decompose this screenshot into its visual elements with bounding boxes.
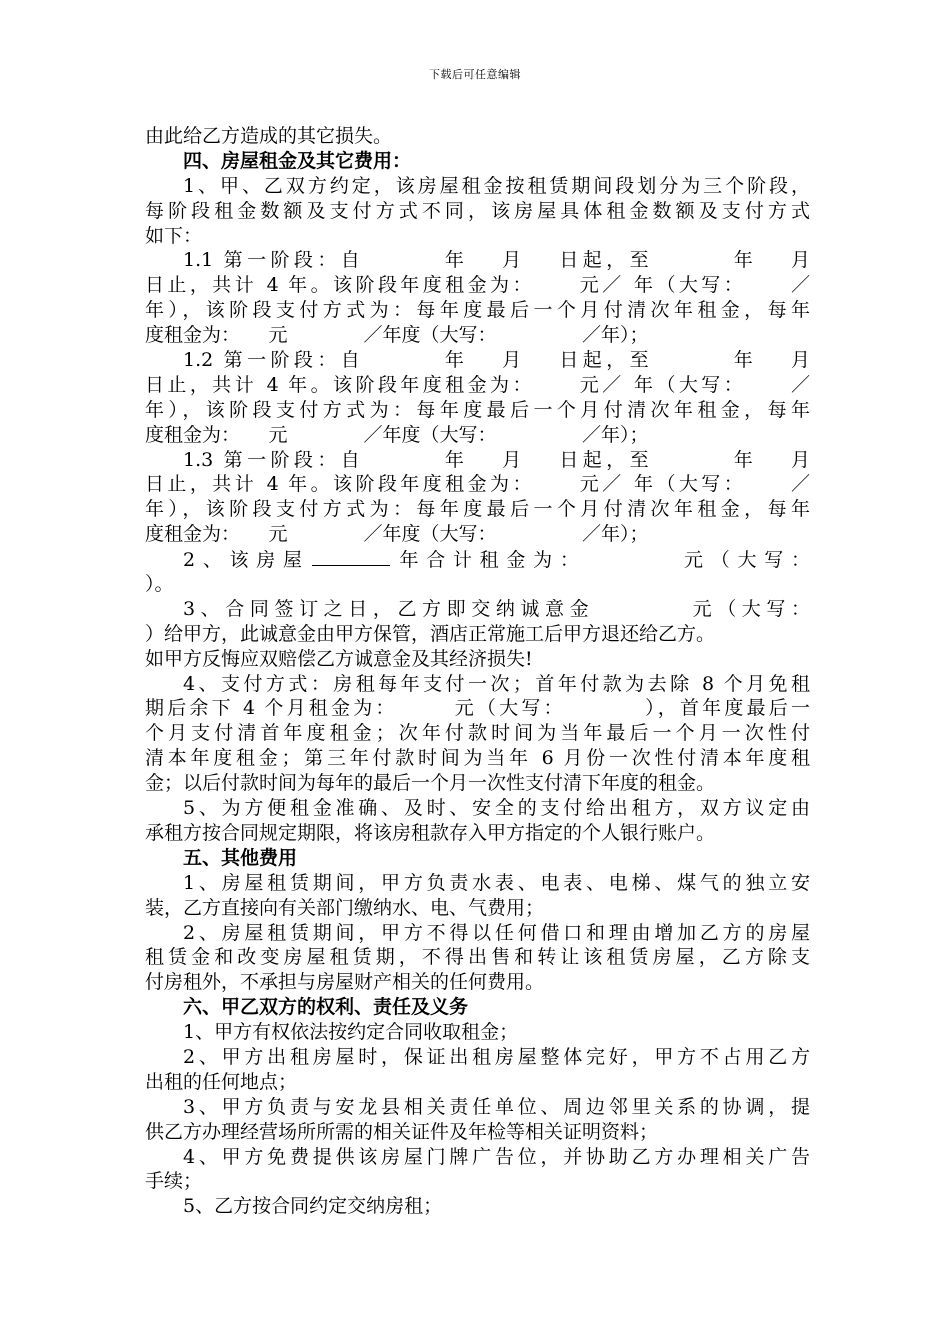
paragraph-line: 5、为方便租金准确、及时、安全的支付给出租方，双方议定由	[183, 797, 810, 820]
paragraph-line: 装，乙方直接向有关部门缴纳水、电、气费用；	[145, 896, 545, 919]
paragraph-line: 1.1 第一阶段：自 年 月 日起，至 年 月	[183, 249, 810, 272]
rent-total-line	[145, 547, 810, 572]
paragraph-line: 如下：	[145, 224, 203, 247]
paragraph-line: 1、甲、乙双方约定，该房屋租金按租赁期间段划分为三个阶段，	[183, 174, 810, 197]
rent-total-label: 年合计租金为：	[391, 549, 578, 572]
paragraph-line: 3、合同签订之日，乙方即交纳诚意金 元（大写：	[183, 597, 810, 620]
paragraph-line: 租赁金和改变房屋租赁期，不得出售和转让该租赁房屋，乙方除支	[145, 946, 810, 969]
section-heading: 五、其他费用	[183, 846, 298, 869]
paragraph-line: 2、甲方出租房屋时，保证出租房屋整体完好，甲方不占用乙方	[183, 1045, 810, 1068]
paragraph-line: 1.3 第一阶段：自 年 月 日起，至 年 月	[183, 448, 810, 471]
paragraph-line: 1、房屋租赁期间，甲方负责水表、电表、电梯、煤气的独立安	[183, 871, 810, 894]
paragraph-line: 2、房屋租赁期间，甲方不得以任何借口和理由增加乙方的房屋	[183, 921, 810, 944]
paragraph-line: 如甲方反悔应双赔偿乙方诚意金及其经济损失!	[145, 647, 533, 670]
paragraph-line: 度租金为： 元 ／年度（大写： ／年）；	[145, 324, 649, 347]
paragraph-line: 清本年度租金；第三年付款时间为当年 6 月份一次性付清本年度租	[145, 747, 810, 770]
paragraph-line: 度租金为： 元 ／年度（大写： ／年）；	[145, 523, 649, 546]
page-header-note: 下载后可任意编辑	[429, 68, 521, 81]
paragraph-line: 年），该阶段支付方式为：每年度最后一个月付清次年租金，每年	[145, 299, 810, 322]
paragraph-line: 4、支付方式：房租每年支付一次；首年付款为去除 8 个月免租	[183, 672, 810, 695]
rent-amount-label: 元（大写：	[684, 549, 810, 572]
document-body	[145, 124, 810, 1219]
paragraph-line: 出租的任何地点；	[145, 1070, 298, 1093]
rent-amount-blank	[577, 549, 684, 571]
paragraph-line: 日止，共计 4 年。该阶段年度租金为： 元／ 年（大写： ／	[145, 274, 810, 297]
paragraph-line: 年），该阶段支付方式为：每年度最后一个月付清次年租金，每年	[145, 498, 810, 521]
paragraph-line: 度租金为： 元 ／年度（大写： ／年）；	[145, 423, 649, 446]
paragraph-line: ）。	[145, 573, 174, 596]
section-heading: 六、甲乙双方的权利、责任及义务	[183, 996, 469, 1019]
paragraph-line: 3、甲方负责与安龙县相关责任单位、周边邻里关系的协调，提	[183, 1095, 810, 1118]
paragraph-line: 由此给乙方造成的其它损失。	[145, 125, 393, 147]
paragraph-line: 日止，共计 4 年。该阶段年度租金为： 元／ 年（大写： ／	[145, 373, 810, 396]
rent-total-prefix: 2、该房屋	[183, 549, 310, 572]
rent-years-blank	[312, 547, 390, 566]
paragraph-line: 供乙方办理经营场所所需的相关证件及年检等相关证明资料；	[145, 1120, 659, 1143]
paragraph-line: 日止，共计 4 年。该阶段年度租金为： 元／ 年（大写： ／	[145, 473, 810, 496]
section-heading: 四、房屋租金及其它费用：	[183, 149, 412, 172]
paragraph-line: 1、甲方有权依法按约定合同收取租金；	[183, 1021, 519, 1044]
paragraph-line: 4、甲方免费提供该房屋门牌广告位，并协助乙方办理相关广告	[183, 1145, 810, 1168]
paragraph-line: 1.2 第一阶段：自 年 月 日起，至 年 月	[183, 349, 810, 372]
paragraph-line: 期后余下 4 个月租金为： 元（大写： ），首年度最后一	[145, 697, 810, 720]
paragraph-line: 承租方按合同规定期限，将该房租款存入甲方指定的个人银行账户。	[145, 821, 716, 844]
paragraph-line: 每阶段租金数额及支付方式不同，该房屋具体租金数额及支付方式	[145, 199, 810, 222]
paragraph-line: 个月支付清首年度租金；次年付款时间为当年最后一个月一次性付	[145, 722, 810, 745]
paragraph-line: 金；以后付款时间为每年的最后一个月一次性支付清下年度的租金。	[145, 772, 716, 795]
paragraph-line: 5、乙方按合同约定交纳房租；	[183, 1195, 443, 1218]
paragraph-line: 年），该阶段支付方式为：每年度最后一个月付清次年租金，每年	[145, 398, 810, 421]
paragraph-line: ）给甲方，此诚意金由甲方保管，酒店正常施工后甲方退还给乙方。	[145, 622, 716, 645]
paragraph-line: 付房租外，不承担与房屋财产相关的任何费用。	[145, 971, 545, 994]
paragraph-line: 手续；	[145, 1170, 203, 1193]
